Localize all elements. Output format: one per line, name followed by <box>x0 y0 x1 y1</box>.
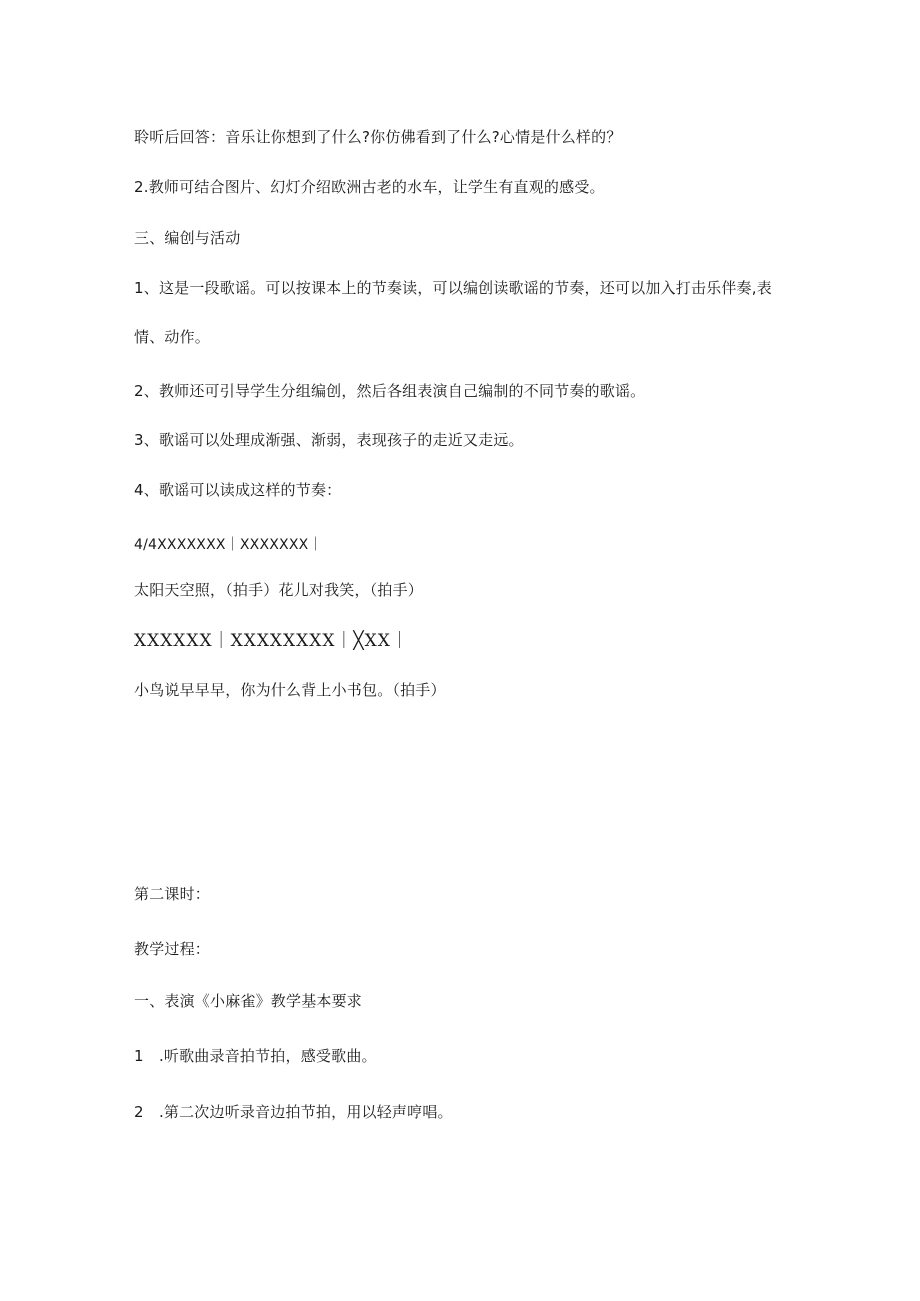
text-line-step-2: 2 .第二次边听录音边拍节拍，用以轻声哼唱。 <box>134 1103 453 1121</box>
text-line-step-1: 1 .听歌曲录音拍节拍，感受歌曲。 <box>134 1047 377 1065</box>
section-heading-little-sparrow: 一、表演《小麻雀》教学基本要求 <box>134 992 363 1010</box>
lyric-line-2: 小鸟说早早早，你为什么背上小书包。（拍手） <box>134 681 446 699</box>
text-line-item-2-groups: 2、教师还可引导学生分组编创，然后各组表演自己编制的不同节奏的歌谣。 <box>134 382 646 400</box>
text-line-item-1-ballad: 1、这是一段歌谣。可以按课本上的节奏读，可以编创读歌谣的节奏，还可以加入打击乐伴奏,表 <box>134 279 772 297</box>
text-line-listen-question: 聆听后回答：音乐让你想到了什么?你仿佛看到了什么?心情是什么样的？ <box>134 128 622 146</box>
text-line-item-2-watermill: 2.教师可结合图片、幻灯介绍欧洲古老的水车，让学生有直观的感受。 <box>134 178 605 196</box>
lesson-two-heading: 第二课时： <box>134 885 211 903</box>
section-heading-compose-activity: 三、编创与活动 <box>134 229 241 247</box>
rhythm-notation-line-2: XXXXXX｜XXXXXXXX｜╳XX｜ <box>134 631 409 651</box>
teaching-process-heading: 教学过程： <box>134 940 211 958</box>
text-line-item-4-rhythm: 4、歌谣可以读成这样的节奏： <box>134 481 342 499</box>
rhythm-notation-line-1: 4/4XXXXXXX｜XXXXXXX｜ <box>134 537 323 553</box>
text-line-item-3-dynamics: 3、歌谣可以处理成渐强、渐弱，表现孩子的走近又走远。 <box>134 431 524 449</box>
text-line-item-1-continued: 情、动作。 <box>134 328 211 346</box>
lyric-line-1: 太阳天空照，（拍手）花儿对我笑，（拍手） <box>134 581 424 599</box>
